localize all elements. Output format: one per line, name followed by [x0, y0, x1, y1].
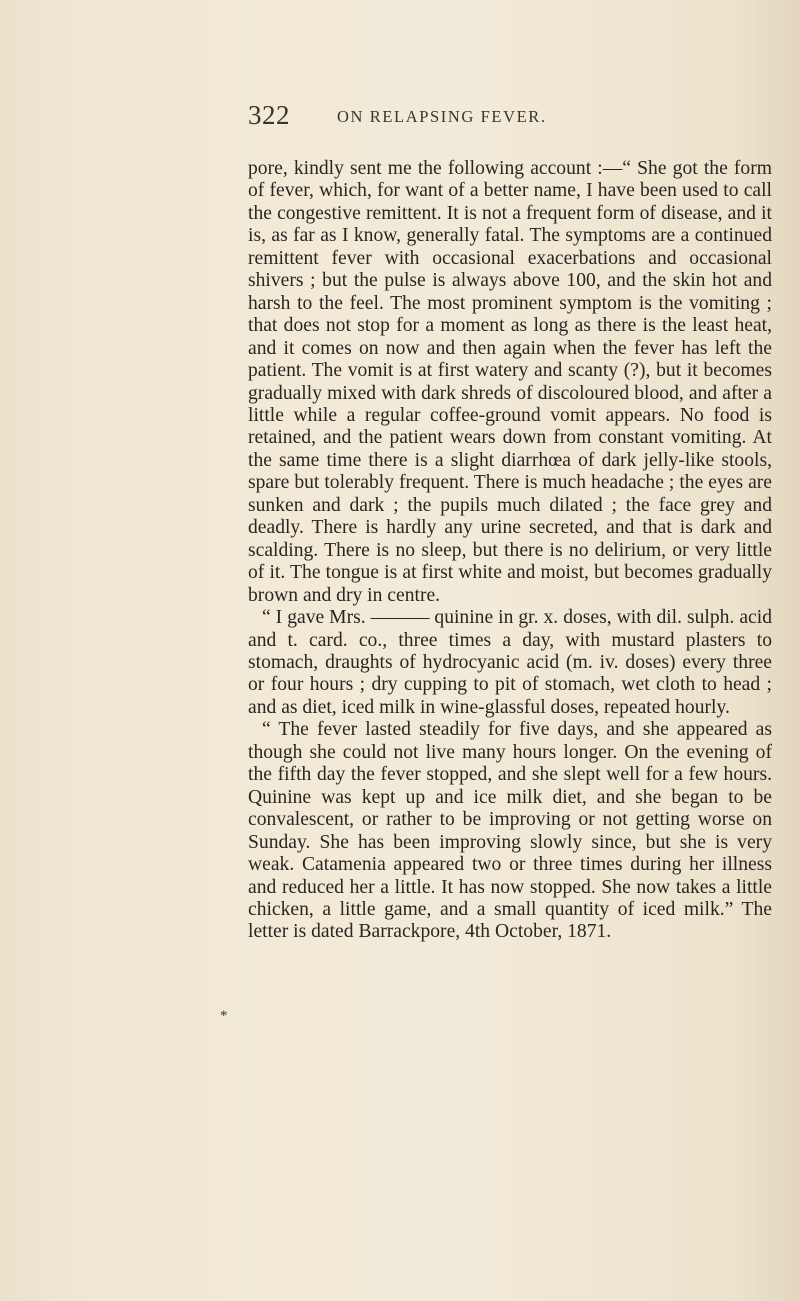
page-number: 322 [248, 100, 290, 130]
paragraph-2: “ I gave Mrs. ——— quinine in gr. x. doses, with dil. sulph. acid and t. card. co., three times a day, with mustard plasters to stomach, draughts of hydrocyanic acid (m. iv. doses) every three or four hours ; dry cupping to pit of stomach, wet cloth to head ; and as diet, iced milk in wine-glassful doses, repeated hourly. [248, 607, 772, 718]
margin-asterisk-mark: * [220, 1008, 228, 1024]
paragraph-1: pore, kindly sent me the following account :—“ She got the form of fever, which, for want of a better name, I have been used to call the congestive remittent. It is not a frequent form of disease, and it is, as far as I know, generally fatal. The symptoms are a continued remittent fever with occasional exacerbations and occasional shivers ; but the pulse is always above 100, and the skin hot and harsh to the feel. The most prominent symptom is the vomiting ; that does not stop for a moment as long as there is the least heat, and it comes on now and then again when the fever has left the patient. The vomit is at first watery and scanty (?), but it becomes gradually mixed with dark shreds of discoloured blood, and after a little while a regular coffee-ground vomit appears. No food is retained, and the patient wears down from constant vomiting. At the same time there is a slight diarrhœa of dark jelly-like stools, spare but tolerably frequent. There is much headache ; the eyes are sunken and dark ; the pupils much dilated ; the face grey and deadly. There is hardly any urine secreted, and that is dark and scalding. There is no sleep, but there is no delirium, or very little of it. The tongue is at first white and moist, but becomes gradually brown and dry in centre. [248, 158, 772, 606]
paragraph-3: “ The fever lasted steadily for five days, and she appeared as though she could not live many hours longer. On the evening of the fifth day the fever stopped, and she slept well for a few hours. Quinine was kept up and ice milk diet, and she began to be convalescent, or rather to be improving or not getting worse on Sunday. She has been improving slowly since, but she is very weak. Catamenia appeared two or three times during her illness and reduced her a little. It has now stopped. She now takes a little chicken, a little game, and a small quantity of iced milk.” The letter is dated Barrackpore, 4th October, 1871. [248, 719, 772, 943]
running-head: ON RELAPSING FEVER. [337, 107, 547, 126]
page-header [0, 100, 800, 140]
body-text [248, 158, 772, 944]
